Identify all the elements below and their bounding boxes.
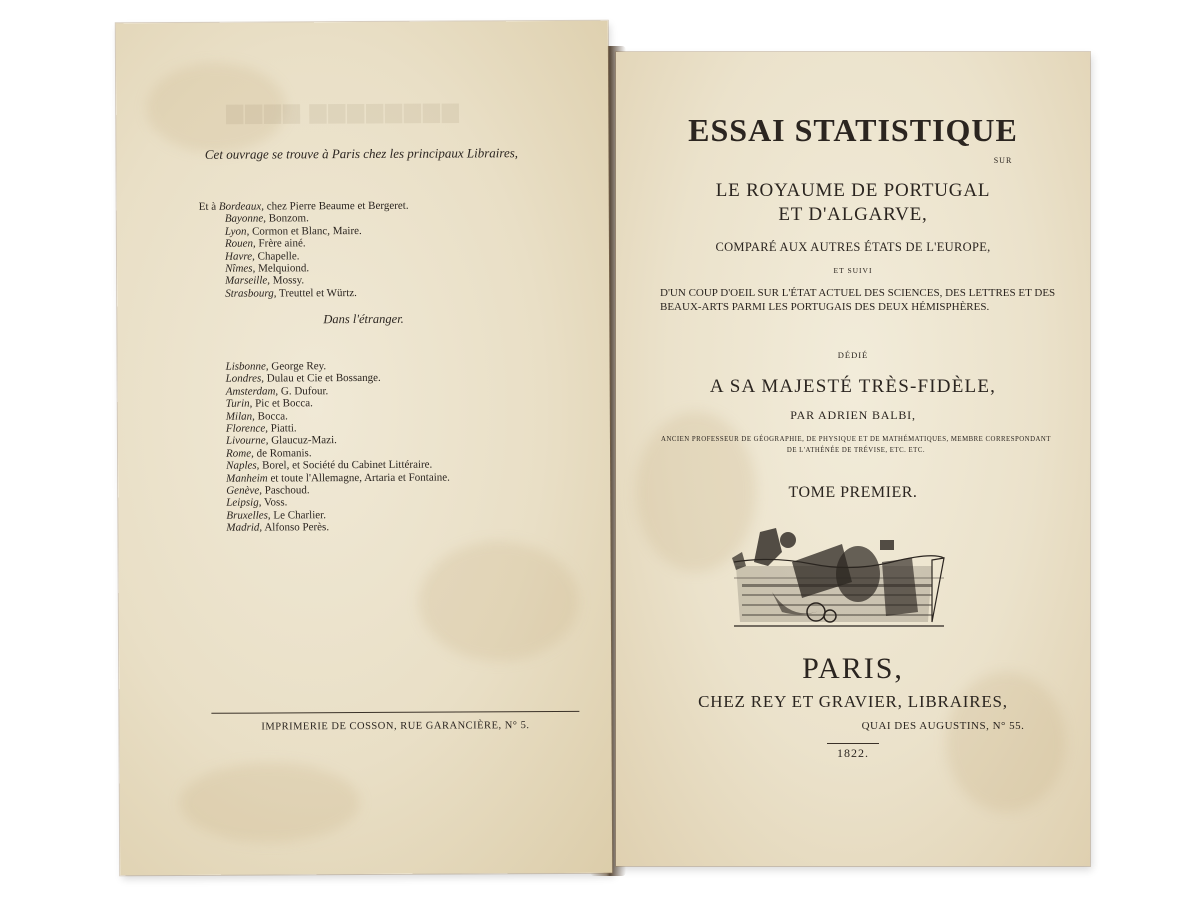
bookseller-names: , Borel, et Société du Cabinet Littéraire. <box>256 458 433 472</box>
author-credentials: ANCIEN PROFESSEUR DE GÉOGRAPHIE, DE PHYSIQUE ET DE MATHÉMATIQUES, MEMBRE CORRESPONDANT DE L'ATHÉNÉE DE TRÉVISE, ETC. ETC. <box>661 436 1051 454</box>
printer-imprint: IMPRIMERIE DE COSSON, RUE GARANCIÈRE, N° 5. <box>211 711 579 733</box>
bookseller-city: Florence <box>225 422 266 435</box>
bookseller-city: Bordeaux <box>218 200 262 213</box>
bookseller-city: Rome <box>225 447 252 460</box>
open-book <box>112 16 1102 876</box>
bookseller-city: Londres <box>225 372 262 386</box>
bookseller-names: , Voss. <box>258 496 288 510</box>
bookseller-city: Lyon <box>224 225 247 238</box>
bookseller-row <box>199 286 539 300</box>
connector-et-suivi: ET SUIVI <box>833 266 873 275</box>
bookseller-names: , Dulau et Cie et Bossange. <box>261 372 381 385</box>
bookseller-city: Madrid <box>226 521 260 535</box>
bookseller-names: , Bonzom. <box>263 212 309 225</box>
bookseller-city: Manheim <box>226 472 268 485</box>
bookseller-names: , Glaucuz-Mazi. <box>265 434 337 447</box>
bookseller-names: , G. Dufour. <box>275 384 329 398</box>
publication-year: 1822. <box>827 743 879 760</box>
bookseller-names: , Mossy. <box>267 274 305 287</box>
bookseller-city: Havre <box>224 250 253 263</box>
abroad-heading: Dans l'étranger. <box>323 311 404 327</box>
subtitle-kingdom: LE ROYAUME DE PORTUGAL <box>715 180 991 201</box>
bookseller-names: , Piatti. <box>265 422 297 435</box>
abroad-booksellers-list <box>226 359 567 534</box>
bookseller-names: et toute l'Allemagne, Artaria et Fontaine. <box>267 471 450 485</box>
bookseller-city: Turin <box>225 397 250 410</box>
bookseller-city: Livourne <box>225 434 266 448</box>
bookseller-names: , Alfonso Perès. <box>259 521 330 534</box>
publication-city: PARIS, <box>802 652 904 685</box>
subtitle-compare: COMPARÉ AUX AUTRES ÉTATS DE L'EUROPE, <box>715 240 991 254</box>
publisher-line: CHEZ REY ET GRAVIER, LIBRAIRES, <box>698 692 1008 711</box>
booksellers-intro: Cet ouvrage se trouve à Paris chez les principaux Libraires, <box>204 145 519 162</box>
bookseller-names: , de Romanis. <box>251 447 312 460</box>
bookseller-city: Leipsig <box>226 497 259 510</box>
title-page <box>616 52 1090 866</box>
bookseller-city: Strasbourg <box>225 287 274 300</box>
bookseller-names: , Bocca. <box>252 410 288 423</box>
bookseller-names: , chez Pierre Beaume et Bergeret. <box>261 199 409 213</box>
row-prefix: Et à <box>198 200 219 213</box>
bookseller-city: Nîmes <box>225 262 253 275</box>
bookseller-names: , Treuttel et Würtz. <box>273 286 357 300</box>
bookseller-city: Rouen <box>224 237 254 250</box>
publication-year-wrap <box>616 746 1090 761</box>
bleed-through-text: ▆▆▆▆ ▆▆▆▆▆▆▆▆ <box>226 97 461 124</box>
title-connector-sur: SUR <box>993 156 1013 165</box>
bookseller-city: Amsterdam <box>225 385 276 398</box>
bookseller-city: Naples <box>226 459 257 472</box>
bookseller-names: , Cormon et Blanc, Maire. <box>246 224 362 238</box>
dedication-label: DÉDIÉ <box>837 350 869 360</box>
bookseller-names: , Paschoud. <box>259 484 310 497</box>
bookseller-names: , Pic et Bocca. <box>249 397 313 410</box>
subtitle-coup-doeil: D'UN COUP D'OEIL SUR L'ÉTAT ACTUEL DES SCIENCES, DES LETTRES ET DES BEAUX-ARTS PARMI LES PORTUGAIS DES DEUX HÉMISPHÈRES. <box>660 287 1056 313</box>
bookseller-names: , Frère ainé. <box>253 237 306 250</box>
bookseller-names: , Le Charlier. <box>267 509 326 522</box>
dedication-recipient: A SA MAJESTÉ TRÈS-FIDÈLE, <box>709 376 997 397</box>
france-booksellers-list <box>199 199 540 300</box>
bookseller-city: Bayonne <box>224 212 264 226</box>
bookseller-city: Lisbonne <box>225 360 266 373</box>
bookseller-row <box>226 520 566 534</box>
bookseller-names: , Chapelle. <box>252 249 300 263</box>
bookseller-names: , George Rey. <box>265 360 327 373</box>
author-line: PAR ADRIEN BALBI, <box>790 408 916 422</box>
engraved-vignette <box>732 522 946 630</box>
bookseller-city: Genève <box>226 484 260 497</box>
bookseller-city: Marseille <box>225 274 268 288</box>
bookseller-city: Bruxelles <box>226 509 268 522</box>
left-page <box>116 21 612 876</box>
book-title: ESSAI STATISTIQUE <box>688 112 1018 148</box>
volume-label: TOME PREMIER. <box>788 484 918 501</box>
publisher-address: QUAI DES AUGUSTINS, N° 55. <box>861 720 1025 732</box>
subtitle-algarve: ET D'ALGARVE, <box>778 204 928 225</box>
bookseller-names: , Melquiond. <box>252 262 310 275</box>
bookseller-city: Milan <box>225 410 253 423</box>
